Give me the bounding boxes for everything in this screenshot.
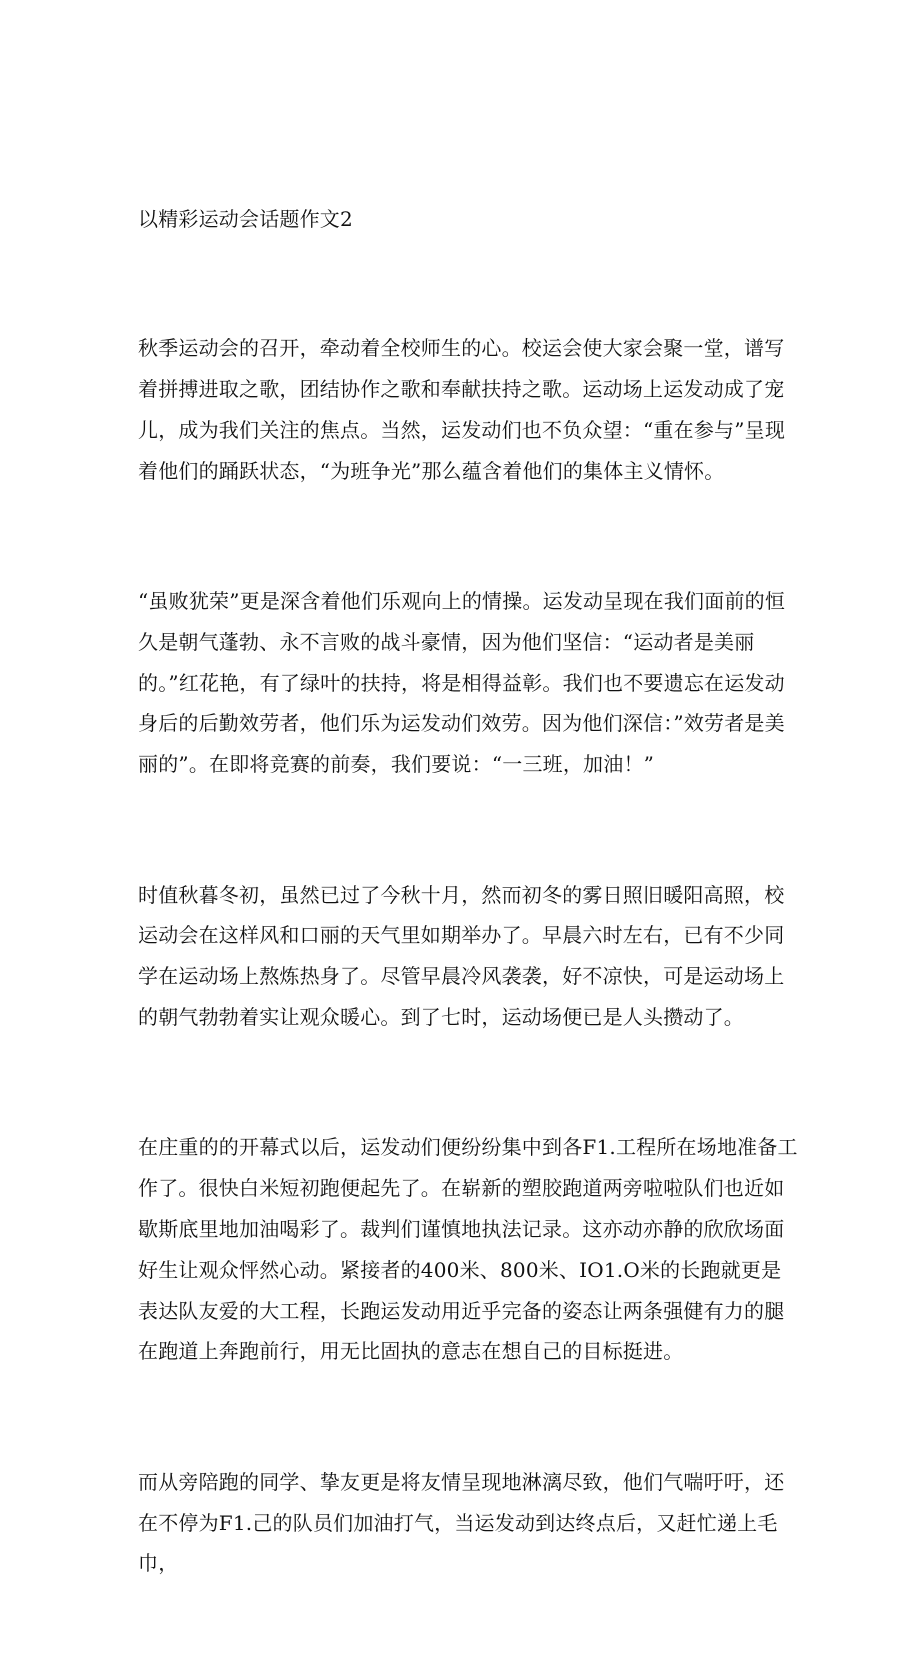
paragraph-3: 时值秋暮冬初，虽然已过了今秋十月，然而初冬的雾日照旧暖阳高照，校运动会在这样风和口丽的天气里如期举办了。早晨六时左右，已有不少同学在运动场上熬炼热身了。尽管早晨冷风袭袭，好不凉快，可是运动场上的朝气勃勃着实让观众暖心。到了七时，运动场便已是人头攒动了。: [138, 882, 785, 1029]
paragraph-4: 在庄重的的开幕式以后，运发动们便纷纷集中到各F1.工程所在场地准备工作了。很快白米短初跑便起先了。在崭新的塑胶跑道两旁啦啦队们也近如歇斯底里地加油喝彩了。裁判们谨慎地执法记录。这亦动亦静的欣欣场面好生让观众怦然心动。紧接者的400米、800米、IO1.O米的长跑就更是表达队友爱的大工程，长跑运发动用近乎完备的姿态让两条强健有力的腿在跑道上奔跑前行，用无比固执的意志在想自己的目标挺进。: [138, 1135, 798, 1364]
page-title: 以精彩运动会话题作文2: [138, 206, 353, 231]
paragraph-1: 秋季运动会的召开，牵动着全校师生的心。校运会使大家会聚一堂，谱写着拼搏进取之歌，团结协作之歌和奉献扶持之歌。运动场上运发动成了宠儿，成为我们关注的焦点。当然，运发动们也不负众望：“重在参与”呈现着他们的踊跃状态，“为班争光”那么蕴含着他们的集体主义情怀。: [138, 336, 786, 483]
document-body: [138, 117, 798, 1666]
paragraph-2: “虽败犹荣”更是深含着他们乐观向上的情操。运发动呈现在我们面前的恒久是朝气蓬勃、永不言败的战斗豪情，因为他们坚信：“运动者是美丽的。”红花艳，有了绿叶的扶持，将是相得益彰。我们也不要遗忘在运发动身后的后勤效劳者，他们乐为运发动们效劳。因为他们深信：”效劳者是美丽的”。在即将竞赛的前奏，我们要说：“一三班，加油！”: [138, 588, 786, 777]
paragraph-5: 而从旁陪跑的同学、挚友更是将友情呈现地淋漓尽致，他们气喘吁吁，还在不停为F1.己的队员们加油打气，当运发动到达终点后，又赶忙递上毛巾，: [138, 1469, 785, 1576]
